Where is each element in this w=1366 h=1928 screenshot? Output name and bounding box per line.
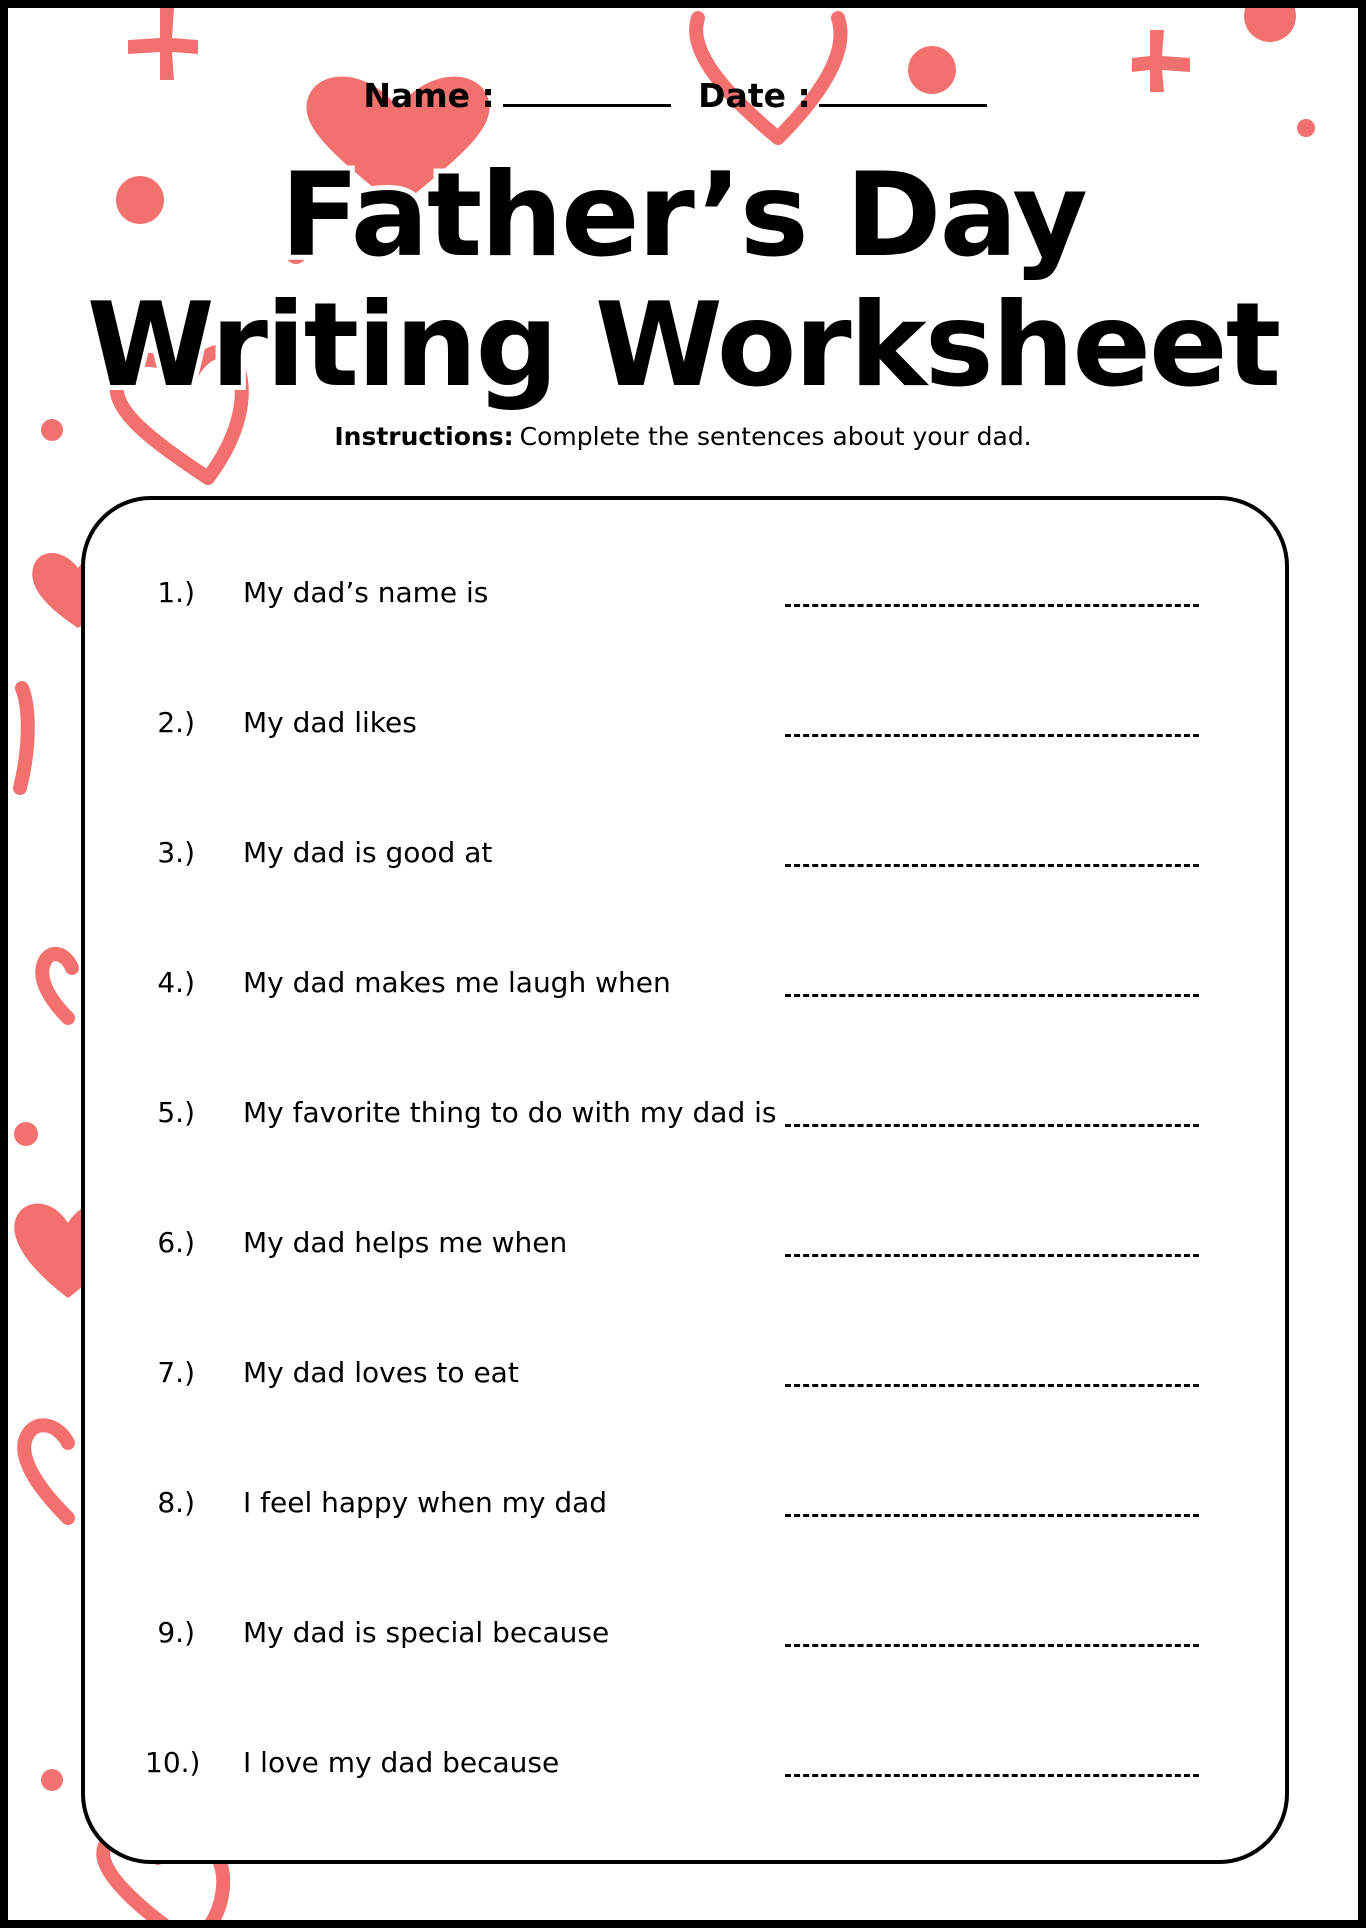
answer-line[interactable]	[785, 1506, 1199, 1517]
answer-line[interactable]	[785, 1636, 1199, 1647]
question-row	[85, 706, 1285, 746]
answer-line[interactable]	[785, 596, 1199, 607]
question-prompt: My dad is special because	[243, 1616, 610, 1649]
dot-icon	[41, 1769, 63, 1791]
instructions-text: Complete the sentences about your dad.	[519, 422, 1032, 451]
sparkle-icon	[128, 8, 198, 80]
name-date-header	[8, 76, 1358, 115]
dot-icon	[1244, 8, 1296, 42]
question-prompt: My favorite thing to do with my dad is	[243, 1096, 777, 1129]
heart-outline-icon	[42, 954, 72, 1018]
question-row	[85, 1486, 1285, 1526]
question-row	[85, 576, 1285, 616]
heart-outline-icon	[20, 688, 28, 788]
answer-line[interactable]	[785, 1246, 1199, 1257]
question-number: 9.)	[157, 1616, 195, 1649]
question-number: 3.)	[157, 836, 195, 869]
question-number: 7.)	[157, 1356, 195, 1389]
question-number: 8.)	[157, 1486, 195, 1519]
name-label: Name :	[363, 76, 495, 115]
question-number: 6.)	[157, 1226, 195, 1259]
name-blank[interactable]	[503, 103, 671, 107]
date-blank[interactable]	[819, 103, 987, 107]
worksheet-title-line2: Writing Worksheet	[86, 278, 1280, 413]
answer-line[interactable]	[785, 856, 1199, 867]
question-prompt: My dad makes me laugh when	[243, 966, 671, 999]
answer-line[interactable]	[785, 1376, 1199, 1387]
question-row	[85, 1096, 1285, 1136]
question-prompt: I love my dad because	[243, 1746, 560, 1779]
answer-line[interactable]	[785, 1766, 1199, 1777]
heart-outline-icon	[24, 1425, 68, 1518]
instructions-label: Instructions:	[334, 422, 514, 451]
question-number: 4.)	[157, 966, 195, 999]
date-label: Date :	[698, 76, 811, 115]
question-row	[85, 1616, 1285, 1656]
question-row	[85, 1226, 1285, 1266]
question-row	[85, 1356, 1285, 1396]
answer-line[interactable]	[785, 726, 1199, 737]
question-prompt: My dad loves to eat	[243, 1356, 519, 1389]
answer-line[interactable]	[785, 1116, 1199, 1127]
question-prompt: My dad helps me when	[243, 1226, 568, 1259]
question-number: 10.)	[145, 1746, 201, 1779]
question-prompt: I feel happy when my dad	[243, 1486, 608, 1519]
question-number: 1.)	[157, 576, 195, 609]
dot-icon	[14, 1122, 38, 1146]
worksheet-title-line1: Father’s Day	[280, 148, 1086, 283]
question-prompt: My dad’s name is	[243, 576, 489, 609]
question-row	[85, 966, 1285, 1006]
questions-card	[81, 496, 1289, 1864]
question-prompt: My dad is good at	[243, 836, 493, 869]
question-number: 2.)	[157, 706, 195, 739]
question-row	[85, 1746, 1285, 1786]
dot-icon	[1297, 119, 1315, 137]
answer-line[interactable]	[785, 986, 1199, 997]
question-row	[85, 836, 1285, 876]
question-number: 5.)	[157, 1096, 195, 1129]
question-prompt: My dad likes	[243, 706, 417, 739]
instructions	[8, 422, 1358, 451]
